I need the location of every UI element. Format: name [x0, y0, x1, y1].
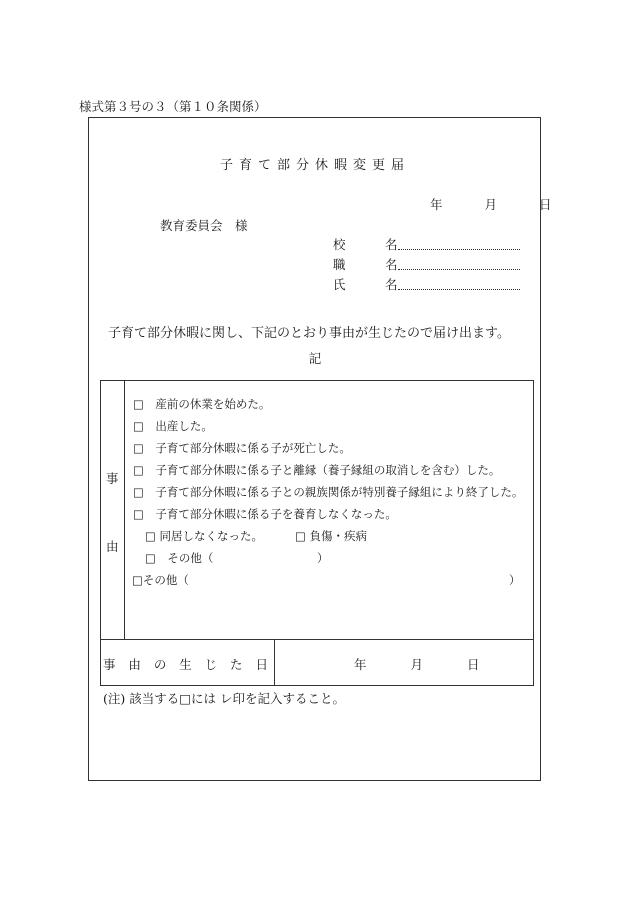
school-name-row [333, 235, 398, 253]
month-label: 月 [410, 657, 424, 672]
day-label: 日 [538, 197, 552, 212]
table-divider [274, 639, 275, 685]
position-suffix: 名 [385, 257, 398, 272]
year-label: 年 [430, 197, 443, 212]
reason-option-no-longer-raising[interactable]: □ 子育て部分休暇に係る子を養育しなくなった。 [133, 507, 397, 521]
reason-side-label: 事 [106, 471, 119, 486]
reason-option-birth[interactable]: □ 出産した。 [133, 419, 213, 433]
name-suffix: 名 [385, 277, 398, 292]
day-label: 日 [467, 657, 480, 672]
reason-option-prenatal-leave[interactable]: □ 産前の休業を始めた。 [133, 397, 271, 411]
label-char: の [153, 657, 167, 672]
label-char: 日 [255, 657, 268, 672]
ki-heading: 記 [308, 351, 322, 366]
label-char: 由 [128, 657, 141, 672]
body-text: 子育て部分休暇に関し、下記のとおり事由が生じたので届け出ます。 [108, 326, 510, 341]
label-char: 事 [103, 657, 116, 672]
position-label: 職 [333, 257, 346, 272]
reason-side-label: 由 [106, 539, 119, 554]
occurrence-date-field[interactable] [354, 655, 480, 673]
table-divider [124, 381, 125, 639]
footnote: (注) 該当する□には レ印を記入すること。 [103, 691, 346, 706]
form-title: 子育て部分休暇変更届 [219, 158, 410, 173]
label-char: じ [204, 657, 218, 672]
reason-option-child-death[interactable]: □ 子育て部分休暇に係る子が死亡した。 [133, 441, 351, 455]
year-label: 年 [354, 657, 367, 672]
school-suffix: 名 [385, 237, 398, 252]
sub-option-not-living-together[interactable]: □ 同居しなくなった。 [145, 529, 264, 543]
table-divider [101, 639, 533, 640]
label-char: た [230, 657, 243, 672]
sub-option-other[interactable]: □ その他（ [145, 551, 214, 565]
reason-option-special-adoption[interactable]: □ 子育て部分休暇に係る子との親族関係が特別養子縁組により終了した。 [133, 485, 524, 499]
position-field[interactable] [398, 269, 520, 270]
sub-option-injury-illness[interactable]: □ 負傷・疾病 [295, 529, 368, 543]
reason-option-adoption-dissolved[interactable]: □ 子育て部分休暇に係る子と離縁（養子縁組の取消しを含む）した。 [133, 463, 501, 477]
applicant-name-field[interactable] [398, 289, 520, 290]
reason-option-other[interactable]: □その他（ [132, 573, 189, 587]
name-label: 氏 [333, 277, 346, 292]
addressee: 教育委員会 様 [160, 218, 248, 233]
reason-option-other-close: ） [509, 573, 521, 587]
school-label: 校 [333, 237, 346, 252]
month-label: 月 [484, 197, 497, 212]
position-row [333, 255, 398, 273]
sub-option-other-close: ） [317, 551, 329, 565]
form-number-label: 様式第３号の３（第１０条関係） [79, 99, 267, 114]
occurrence-date-label [101, 655, 274, 673]
reason-table [100, 380, 534, 686]
submission-date [430, 195, 551, 213]
applicant-name-row [333, 275, 398, 293]
label-char: 生 [179, 657, 192, 672]
school-name-field[interactable] [398, 249, 520, 250]
